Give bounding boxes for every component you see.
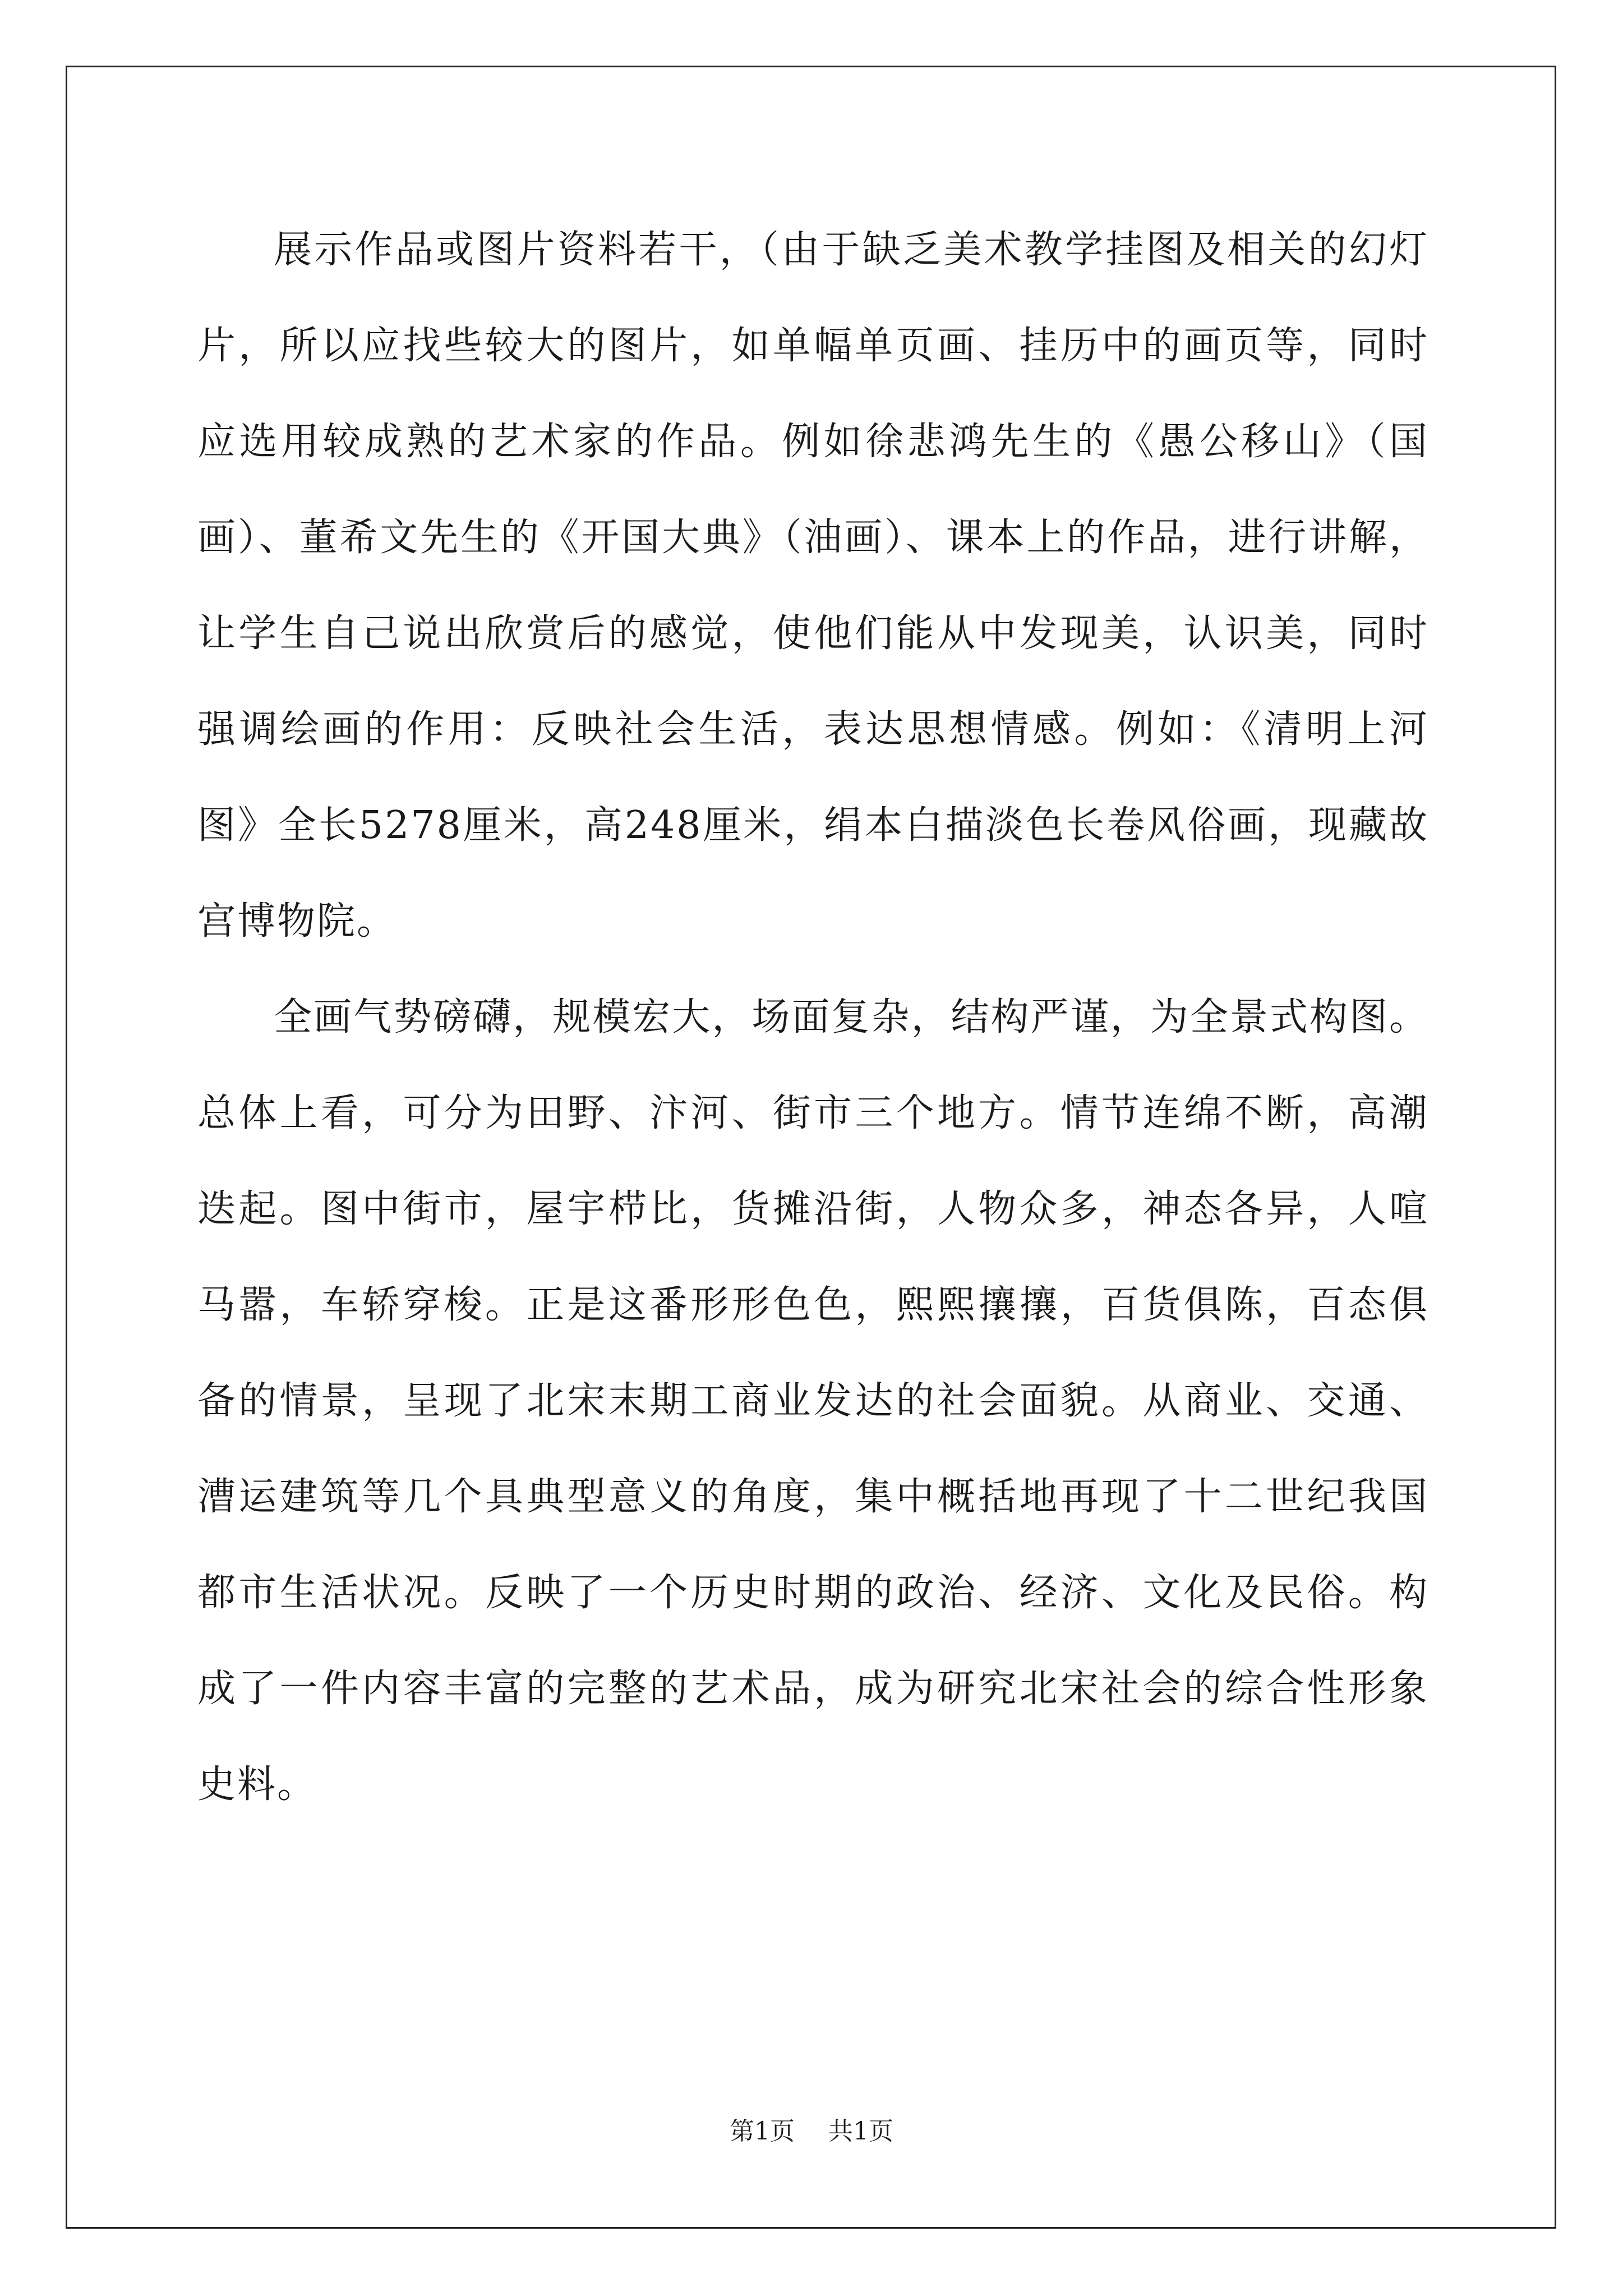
page-number-current: 第1页 [730, 2117, 795, 2146]
page-number-total: 共1页 [828, 2117, 893, 2146]
paragraph-2: 全画气势磅礴，规模宏大，场面复杂，结构严谨，为全景式构图。总体上看，可分为田野、汴河、街市三个地方。情节连绵不断，高潮迭起。图中街市，屋宇栉比，货摊沿街，人物众多，神态各异，人喧马嚣，车轿穿梭。正是这番形形色色，熙熙攘攘，百货俱陈，百态俱备的情景，呈现了北宋末期工商业发达的社会面貌。从商业、交通、漕运建筑等几个具典型意义的角度，集中概括地再现了十二世纪我国都市生活状况。反映了一个历史时期的政治、经济、文化及民俗。构成了一件内容丰富的完整的艺术品，成为研究北宋社会的综合性形象史料。 [197, 995, 1429, 1807]
paragraph-1: 展示作品或图片资料若干，（由于缺乏美术教学挂图及相关的幻灯片，所以应找些较大的图片，如单幅单页画、挂历中的画页等，同时应选用较成熟的艺术家的作品。例如徐悲鸿先生的《愚公移山》（国画）、董希文先生的《开国大典》（油画）、课本上的作品，进行讲解，让学生自己说出欣赏后的感觉，使他们能从中发现美，认识美，同时强调绘画的作用：反映社会生活，表达思想情感。例如：《清明上河图》全长5278厘米，高248厘米，绢本白描淡色长卷风俗画，现藏故宫博物院。 [197, 228, 1429, 944]
page-footer [0, 2115, 1623, 2148]
document-body [197, 202, 1429, 1833]
